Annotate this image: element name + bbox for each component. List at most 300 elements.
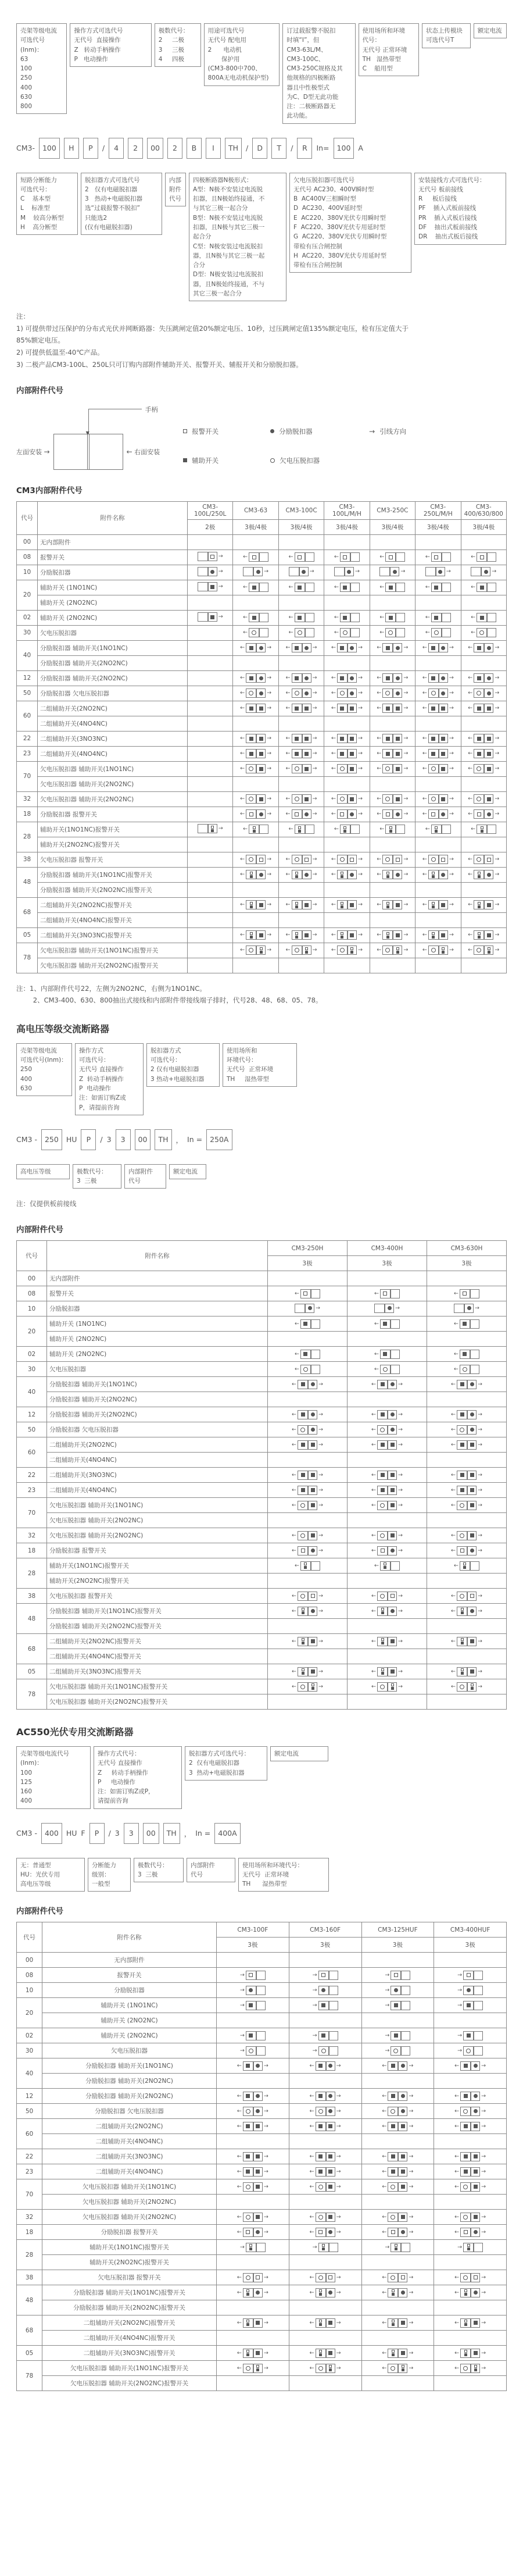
accessory-compartments [243,2182,263,2192]
table-row [17,1407,507,1422]
accessory-position-icon [295,1561,320,1571]
left-compartment [243,2349,253,2357]
lead-direction-arrow-icon: → [263,2289,268,2296]
accessory-diagram-cell [370,897,415,912]
accessory-compartments [246,764,266,773]
accessory-position-icon [377,900,408,909]
accessory-diagram-cell [188,791,233,807]
accessory-diagram-cell [188,867,233,882]
lead-direction-arrow-icon: → [478,1380,482,1387]
left-compartment [381,1365,390,1373]
lead-direction-arrow-icon: → [449,644,454,651]
accessory-position-icon [240,870,271,879]
aux-square-icon [246,2353,249,2356]
code-option-line: 可选代号： [20,185,51,193]
undervoltage-release-icon [466,2049,471,2053]
code-option-line: (Inm)： [20,46,43,53]
lead-direction-arrow-icon: ← [382,2183,387,2190]
accessory-compartments [292,809,311,819]
accessory-diagram-cell [289,2376,361,2391]
right-compartment [470,2183,479,2191]
alarm-square-icon [381,1668,384,1671]
code-option-line: 代号 [169,195,181,203]
symbol-legend [183,427,456,465]
alarm-square-icon [250,902,253,905]
accessory-position-icon [240,1986,266,1995]
accessory-table-cm3 [16,501,507,973]
accessory-diagram-cell [361,1983,434,1998]
right-compartment [302,870,311,879]
lead-direction-arrow-icon: ← [292,1501,296,1508]
accessory-code-cell: 48 [17,1604,47,1634]
left-compartment [391,2001,400,2010]
accessory-position-icon [286,764,317,773]
note-line: 85%额定电压。 [16,336,65,345]
lead-direction-arrow-icon: → [263,2093,268,2100]
alarm-switch-icon [383,1291,387,1296]
code-option-line: (Inm)： [20,1760,43,1767]
accessory-compartments [298,1440,317,1450]
accessory-position-icon [385,2046,410,2056]
right-compartment [325,2349,335,2357]
right-compartment [390,1320,399,1328]
code-option-line: 3 三极 [138,1871,158,1878]
accessory-diagram-cell [289,2179,361,2195]
left-compartment [316,2168,325,2176]
accessory-compartments [388,2061,407,2071]
left-compartment [246,765,256,773]
aux-switch-icon [350,933,354,937]
aux-alarm-switch-icon [463,1562,466,1569]
accessory-compartments [463,2001,483,2010]
accessory-diagram-cell [348,1543,427,1558]
accessory-diagram-cell [233,670,278,686]
lead-direction-arrow-icon: → [312,705,317,712]
accessory-position-icon [377,673,408,683]
aux-square-icon [432,875,435,878]
model-code-label: / [291,144,293,153]
left-compartment [298,1607,307,1615]
left-compartment [316,2364,325,2372]
alarm-square-icon [246,2289,249,2292]
left-compartment [429,855,438,864]
alarm-switch-icon [249,812,253,816]
accessory-diagram-cell [217,2043,289,2058]
left-compartment [432,629,441,637]
table-row [17,716,507,731]
accessory-compartments [377,1410,397,1419]
accessory-diagram-cell [434,1953,507,1968]
table-row [17,1513,507,1528]
undervoltage-release-icon [246,2109,250,2114]
accessory-diagram-cell [348,1664,427,1679]
code-option-line: C 基本型 [20,195,51,203]
accessory-position-icon [454,2182,486,2192]
accessory-compartments [298,1410,317,1419]
accessory-code-cell: 40 [17,2058,42,2089]
accessory-position-icon [292,1410,323,1419]
accessory-name-cell: 辅助开关 (1NO1NC) [47,1316,268,1332]
code-option-box [16,1858,85,1892]
lead-direction-arrow-icon: ← [471,554,476,561]
right-compartment [256,946,265,954]
aux-square-icon [319,2293,322,2296]
aux-switch-icon [305,737,309,741]
accessory-diagram-cell [289,2028,361,2043]
accessory-name-cell: 欠电压脱扣器 辅助开关(2NO2NC)报警开关 [38,958,188,973]
lead-direction-arrow-icon: ← [237,2123,242,2130]
code-option-boxes-top [16,23,507,124]
lead-direction-arrow-icon: ← [382,2229,387,2236]
accessory-name-cell: 无内部附件 [47,1271,268,1286]
code-option-boxes-bottom [16,173,507,301]
accessory-compartments [385,613,405,622]
alarm-switch-icon [321,1973,325,1977]
right-compartment [392,855,402,864]
accessory-position-icon [237,2122,268,2131]
aux-alarm-switch-icon [432,932,435,939]
aux-alarm-switch-icon [341,902,343,908]
lead-direction-arrow-icon: ← [237,2214,242,2221]
accessory-diagram-cell [348,1589,427,1604]
lead-direction-arrow-icon: → [336,2168,341,2175]
aux-square-icon [384,1566,386,1569]
undervoltage-release-icon [295,797,299,801]
left-compartment [378,1592,387,1600]
right-compartment [387,1426,396,1434]
accessory-compartments [316,2318,335,2328]
accessory-diagram-cell [188,807,233,822]
alarm-switch-icon [303,1291,307,1296]
right-compartment [387,1532,396,1540]
right-compartment [438,901,447,909]
undervoltage-release-icon [391,2185,395,2189]
accessory-diagram-cell [370,565,415,580]
right-compartment [256,1986,265,1995]
accessory-diagram-cell [361,2043,434,2058]
lead-direction-arrow-icon: ← [240,705,245,712]
aux-switch-icon [298,616,302,620]
left-compartment [319,2001,328,2010]
left-compartment [457,1637,467,1646]
lead-direction-arrow-icon: ← [382,2365,387,2372]
table-row [17,1271,507,1286]
accessory-diagram-cell [370,943,415,958]
code-option-line: 内部附件 [128,1168,153,1175]
model-column-header: CM3-250H [268,1241,348,1256]
accessory-position-icon [240,764,271,773]
right-compartment [302,689,311,697]
left-compartment [289,568,299,576]
accessory-diagram-cell [427,1483,507,1498]
aux-alarm-switch-icon [392,2289,395,2296]
aux-switch-icon [252,586,256,590]
right-compartment [325,2168,335,2176]
accessory-diagram-cell [278,534,324,550]
shunt-release-icon [308,1306,312,1310]
lead-direction-arrow-icon: ← [422,932,427,939]
accessory-compartments [316,2152,335,2161]
lead-direction-arrow-icon: → [449,871,454,878]
undervoltage-release-icon [318,2275,323,2280]
accessory-diagram-cell [217,2028,289,2043]
table-row [17,1301,507,1316]
left-compartment [464,2243,473,2252]
right-compartment [253,2062,262,2070]
aux-switch-icon [249,676,253,680]
shunt-release-icon [470,1382,474,1386]
aux-square-icon [298,830,301,833]
lead-direction-arrow-icon: ← [288,584,293,591]
shunt-release-icon [474,2064,478,2068]
alarm-switch-icon [391,1594,395,1598]
accessory-diagram-cell [427,1422,507,1437]
alarm-switch-icon [477,812,481,816]
right-compartment [325,2274,335,2282]
undervoltage-release-icon [391,2275,395,2280]
aux-switch-icon [301,1443,305,1447]
aux-switch-icon [318,2170,323,2174]
model-code-box: B [187,138,202,159]
accessory-name-cell: 分励脱扣器 辅助开关(2NO2NC) [47,1392,268,1407]
accessory-diagram-cell [188,822,233,837]
code-option-line: Z 转动手柄操作 [79,1075,124,1083]
lead-direction-arrow-icon: ← [382,2108,387,2115]
accessory-compartments [474,930,493,940]
accessory-diagram-cell [289,2210,361,2225]
lead-direction-arrow-icon: ← [454,2063,460,2070]
accessory-compartments [474,764,493,773]
accessory-position-icon [292,1531,323,1540]
alarm-square-icon [396,947,399,950]
alarm-switch-icon [381,1549,385,1553]
accessory-position-icon [382,2182,413,2192]
aux-square-icon [464,2293,467,2296]
accessory-compartments [246,734,266,743]
section-notes [16,311,507,370]
accessory-compartments [337,734,357,743]
right-compartment [207,583,217,591]
accessory-compartments [246,1971,266,1980]
table-row [17,550,507,565]
alarm-square-icon [435,826,438,829]
accessory-diagram-cell [289,2074,361,2089]
left-compartment [298,1380,307,1389]
code-option-line: 无代号 正常环境 [242,1871,289,1878]
accessory-diagram-cell [324,761,370,776]
accessory-diagram-cell [370,912,415,927]
undervoltage-release-icon [385,948,390,952]
left-compartment [292,704,302,712]
alarm-switch-icon [343,555,347,559]
code-option-line: B AC400V三相瞬时型 [293,195,356,203]
code-option-line: F AC220、380V光伏专用延时型 [293,223,386,231]
lead-direction-arrow-icon: ← [382,2320,387,2327]
accessory-diagram-cell [370,640,415,655]
code-option-line: 器，且N极与其它三极一起 [193,252,265,259]
accessory-position-icon [471,628,496,637]
model-code-box: 100 [334,138,354,159]
lead-direction-arrow-icon: → [478,1547,482,1554]
accessory-diagram-cell [233,943,278,958]
alarm-switch-icon [305,858,309,862]
accessory-position-icon [371,1637,403,1646]
code-option-line: TH 湿热带型 [242,1881,287,1888]
left-compartment [246,810,256,818]
lead-direction-arrow-icon: ← [292,1441,296,1448]
right-compartment [253,2213,262,2221]
code-option-box [165,173,186,207]
right-compartment [441,629,450,637]
table-row [17,2315,507,2331]
aux-square-icon [343,830,346,833]
left-compartment [316,2122,325,2131]
left-compartment [457,1411,467,1419]
accessory-position-icon [286,704,317,713]
accessory-diagram-cell [461,837,506,852]
right-compartment [347,795,356,803]
right-compartment [253,2122,262,2131]
aux-square-icon [481,830,483,833]
accessory-diagram-cell [415,716,461,731]
code-option-box [94,1746,182,1809]
shunt-release-icon [311,1609,315,1613]
lead-direction-arrow-icon: ← [382,2350,387,2357]
accessory-compartments [382,749,402,758]
aux-switch-icon [318,2064,323,2068]
accessory-diagram-cell [427,1301,507,1316]
aux-alarm-switch-icon [350,947,353,954]
right-compartment [392,734,402,743]
lead-direction-arrow-icon: → [369,427,375,436]
undervoltage-release-icon [246,2215,250,2220]
aux-square-icon [461,1672,464,1675]
accessory-compartments [316,2228,335,2237]
lead-direction-arrow-icon: ← [292,1683,296,1690]
accessory-position-icon [371,1607,403,1616]
right-compartment [310,1320,320,1328]
aux-square-icon [461,1611,464,1614]
aux-switch-icon [246,2154,250,2158]
right-compartment [256,689,265,697]
right-compartment [302,946,311,954]
accessory-position-icon [451,1682,482,1692]
left-compartment [464,2032,473,2040]
table-row [17,1968,507,1983]
accessory-compartments [316,2167,335,2177]
lead-direction-arrow-icon: → [385,1987,390,1994]
accessory-diagram-cell [461,686,506,701]
lead-direction-arrow-icon: → [495,644,500,651]
accessory-compartments [292,855,311,864]
undervoltage-release-icon [340,766,345,771]
accessory-name-cell: 报警开关 [47,1286,268,1301]
aux-alarm-switch-icon [253,826,256,833]
accessory-code-cell: 08 [17,1286,47,1301]
aux-switch-icon [391,1533,395,1537]
accessory-name-cell: 欠电压脱扣器 报警开关 [42,2270,217,2285]
lead-direction-arrow-icon: ← [371,1441,376,1448]
accessory-position-icon [451,1440,482,1450]
shunt-release-icon [388,1306,392,1310]
code-option-line: E AC220、380V光伏专用瞬时型 [293,214,386,222]
accessory-position-icon [237,2273,268,2282]
shunt-release-icon [328,2109,332,2113]
accessory-diagram-cell [415,655,461,670]
lead-direction-arrow-icon: → [446,568,451,575]
accessory-diagram-cell [278,837,324,852]
aux-alarm-switch-icon [432,902,435,908]
accessory-compartments [295,1304,314,1313]
accessory-compartments [337,764,357,773]
model-code-label: CM3- [16,144,35,153]
right-compartment [387,1501,396,1510]
lead-direction-arrow-icon: ← [371,1426,376,1433]
accessory-diagram-cell [188,565,233,580]
lead-direction-arrow-icon: ← [454,1365,458,1372]
lead-direction-arrow-icon: → [239,2032,245,2039]
aux-switch-icon [487,752,491,756]
right-compartment [467,1668,476,1676]
accessory-diagram-cell [434,2179,507,2195]
accessory-code-heading: 内部附件代号 [16,386,63,395]
alarm-square-icon [246,2350,249,2353]
accessory-diagram-cell [188,746,233,761]
lead-direction-arrow-icon: → [263,2229,268,2236]
accessory-diagram-cell [434,2028,507,2043]
lead-direction-arrow-icon: → [336,2153,341,2160]
left-compartment [391,2047,400,2055]
lead-direction-arrow-icon: → [312,2244,317,2251]
left-compartment [243,2364,253,2372]
accessory-code-cell: 23 [17,1483,47,1498]
aux-switch-icon [305,933,309,937]
accessory-diagram-cell [348,1347,427,1362]
accessory-diagram-cell [434,2361,507,2376]
aux-alarm-switch-icon [381,1608,384,1614]
accessory-position-icon [457,2243,483,2252]
code-option-line: 欠电压脱扣器可选代号 [293,176,354,184]
lead-direction-arrow-icon: → [449,932,454,939]
legend-item [183,427,270,436]
lead-direction-arrow-icon: ← [468,644,473,651]
left-compartment [388,2092,397,2100]
accessory-diagram-cell [217,1968,289,1983]
shunt-release-icon [305,812,309,816]
lead-direction-arrow-icon: ← [295,1320,299,1327]
alarm-switch-icon [394,1973,398,1977]
accessory-diagram-cell [370,625,415,640]
accessory-compartments [246,855,266,864]
accessory-compartments [391,2031,410,2040]
accessory-name-cell: 欠电压脱扣器 辅助开关(1NO1NC) [47,1498,268,1513]
code-option-line: 使用场所和 [227,1047,257,1054]
aux-switch-icon [470,1639,474,1643]
left-compartment [432,613,441,622]
right-compartment [395,553,404,561]
accessory-position-icon [292,1637,323,1646]
code-option-line: 选“过载报警不脱扣” [85,205,140,212]
accessory-diagram-cell [370,610,415,625]
legend-item [270,427,369,436]
left-compartment [388,2213,397,2221]
accessory-diagram-cell [217,2361,289,2376]
accessory-position-icon [451,1380,482,1389]
right-compartment [256,2047,265,2055]
accessory-position-icon [310,2228,341,2237]
aux-switch-icon [340,707,344,711]
alarm-switch-icon [256,2275,260,2279]
